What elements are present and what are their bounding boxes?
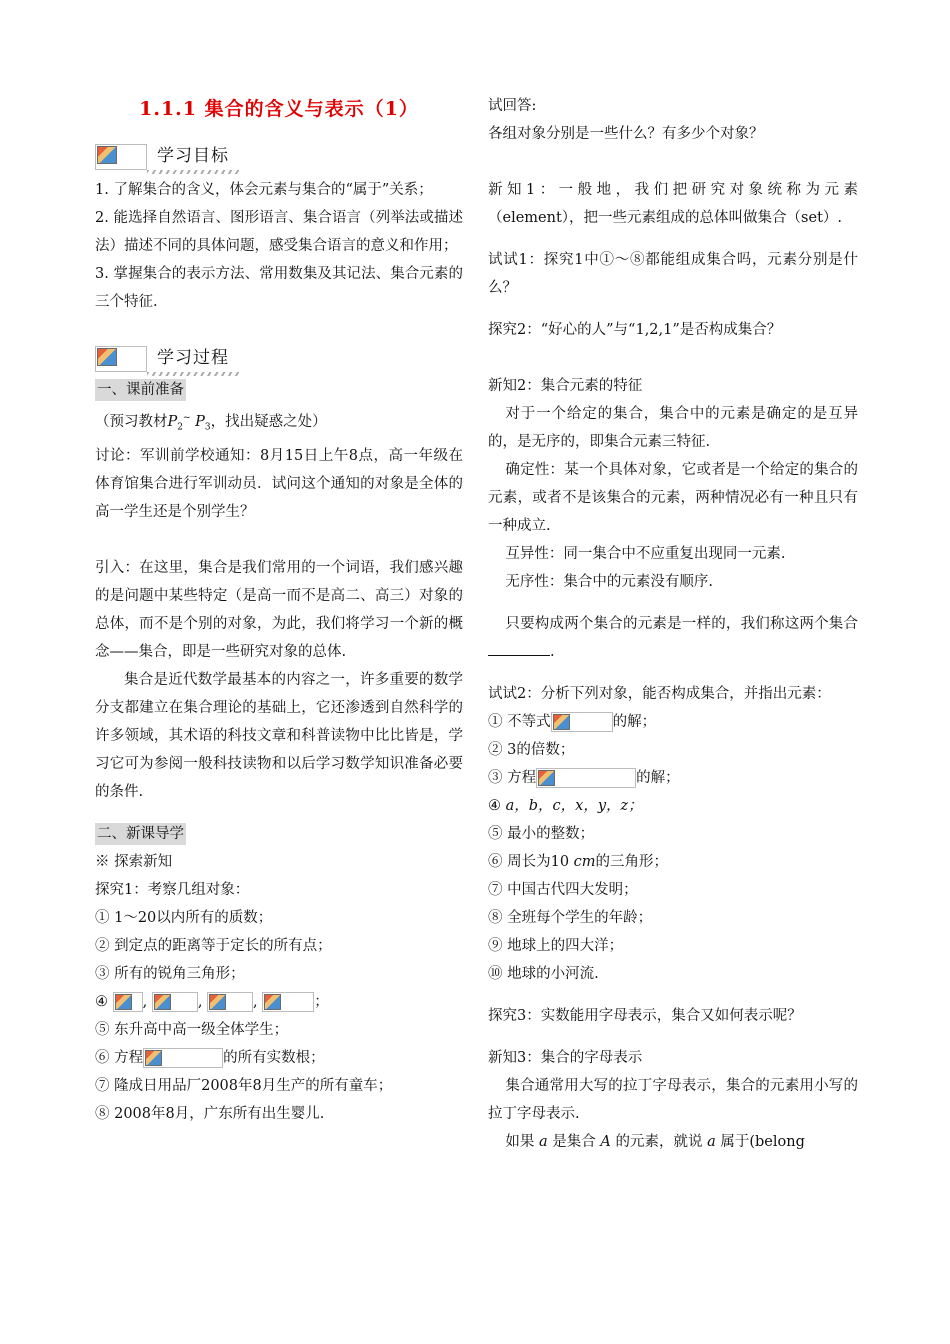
list-item: ⑥ 周长为10 cm的三角形；	[488, 854, 669, 870]
list-item: ⑦ 隆成日用品厂2008年8月生产的所有童车；	[95, 1077, 393, 1094]
list-item: ⑧ 全班每个学生的年龄；	[488, 910, 653, 926]
list-item: ⑨ 地球上的四大洋；	[488, 938, 624, 954]
list-item: ④ , , , ；	[95, 993, 329, 1010]
list-item: ② 3的倍数；	[488, 742, 575, 758]
explore-3: 探究3：实数能用字母表示，集合又如何表示呢？	[488, 1008, 802, 1024]
process-section-header	[95, 340, 463, 372]
broken-image-icon	[152, 992, 198, 1012]
broken-image-icon	[207, 992, 253, 1012]
nk3-paragraph-2: 如果 a 是集合 A 的元素，就说 a 属于(belong	[505, 1134, 805, 1150]
discussion-text: 讨论：军训前学校通知：8月15日上午8点，高一年级在体育馆集合进行军训动员．试问这个通知的对象是全体的高一学生还是个别学生？	[95, 447, 463, 520]
prep-hint: （预习教材$P_2^\sim$ $P_3$，找出疑惑之处）	[95, 413, 327, 433]
list-item: ⑧ 2008年8月，广东所有出生婴儿.	[95, 1105, 325, 1122]
list-item: ③ 方程 的解；	[488, 770, 680, 786]
goal-1: 1. 了解集合的含义，体会元素与集合的“属于”关系；	[95, 182, 433, 198]
question-label: 试回答:	[488, 98, 537, 114]
list-item: ③ 所有的锐角三角形；	[95, 965, 245, 982]
broken-image-icon	[143, 1048, 223, 1068]
question-text: 各组对象分别是一些什么？有多少个对象？	[488, 126, 764, 142]
broken-image-icon	[113, 992, 143, 1012]
nk2-paragraph-3: 互异性：同一集合中不应重复出现同一元素.	[505, 546, 786, 562]
intro-paragraph: 集合是近代数学最基本的内容之一，许多重要的数学分支都建立在集合理论的基础上，它还渗透到自然科学的许多领域，其术语的科技文章和科普读物中比比皆是，学习它可为参阅一般科技读物和以后学习数学知识准备必要的条件.	[95, 671, 463, 800]
goal-3: 3. 掌握集合的表示方法、常用数集及其记法、集合元素的三个特征.	[95, 266, 463, 310]
nk3-paragraph-1: 集合通常用大写的拉丁字母表示，集合的元素用小写的拉丁字母表示.	[488, 1078, 858, 1122]
list-item: ⑦ 中国古代四大发明；	[488, 882, 638, 898]
list-item: ② 到定点的距离等于定长的所有点；	[95, 937, 332, 954]
list-item: ⑤ 最小的整数；	[488, 826, 595, 842]
right-column	[488, 92, 858, 1156]
new-knowledge-1: 新知1：一般地，我们把研究对象统称为元素（element），把一些元素组成的总体叫做集合（set）.	[488, 182, 858, 226]
nk2-paragraph-4: 无序性：集合中的元素没有顺序.	[505, 574, 713, 590]
explore-2: 探究2：“好心的人”与“1,2,1”是否构成集合？	[488, 322, 782, 338]
new-knowledge-2-title: 新知2：集合元素的特征	[488, 378, 643, 394]
intro-text: 引入：在这里，集合是我们常用的一个词语，我们感兴趣的是问题中某些特定（是高一而不是高二、高三）对象的总体，而不是个别的对象，为此，我们将学习一个新的概念——集合，即是一些研究对象的总体.	[95, 559, 463, 660]
explore-1: 探究1：考察几组对象：	[95, 881, 250, 898]
list-item: ④ a，b，c，x，y，z；	[488, 798, 643, 814]
process-title: 学习过程	[147, 344, 229, 374]
page-title: 1.1.1 集合的含义与表示（1）	[139, 98, 419, 120]
new-knowledge-3-title: 新知3：集合的字母表示	[488, 1050, 643, 1066]
prep-heading: 一、课前准备	[95, 379, 186, 401]
broken-image-icon	[536, 768, 636, 788]
goals-title: 学习目标	[147, 142, 229, 172]
newlesson-heading: 二、新课导学	[95, 823, 186, 845]
broken-image-icon	[95, 346, 147, 372]
left-column	[95, 92, 463, 1128]
nk2-paragraph-2: 确定性：某一个具体对象，它或者是一个给定的集合的元素，或者不是该集合的元素，两种情况必有一种且只有一种成立.	[488, 462, 858, 534]
broken-image-icon	[95, 144, 147, 170]
list-item: ① 不等式 的解；	[488, 714, 657, 730]
broken-image-icon	[262, 992, 314, 1012]
list-item: ⑤ 东升高中高一级全体学生；	[95, 1021, 289, 1038]
try-1: 试试1：探究1中①～⑧都能组成集合吗，元素分别是什么？	[488, 252, 858, 296]
list-item: ⑥ 方程 的所有实数根；	[95, 1049, 325, 1066]
broken-image-icon	[551, 712, 613, 732]
list-item: ① 1～20以内所有的质数；	[95, 909, 273, 926]
list-item: ⑩ 地球的小河流.	[488, 966, 599, 982]
nk2-paragraph-1: 对于一个给定的集合，集合中的元素是确定的是互异的，是无序的，即集合元素三特征.	[488, 406, 858, 450]
goal-2: 2. 能选择自然语言、图形语言、集合语言（列举法或描述法）描述不同的具体问题，感受集合语言的意义和作用；	[95, 210, 463, 254]
same-set-text: 只要构成两个集合的元素是一样的，我们称这两个集合.	[488, 610, 858, 666]
fill-blank[interactable]	[488, 639, 550, 656]
try-2: 试试2：分析下列对象，能否构成集合，并指出元素：	[488, 686, 831, 702]
explore-title: ※ 探索新知	[95, 853, 173, 870]
goals-section-header	[95, 138, 463, 170]
